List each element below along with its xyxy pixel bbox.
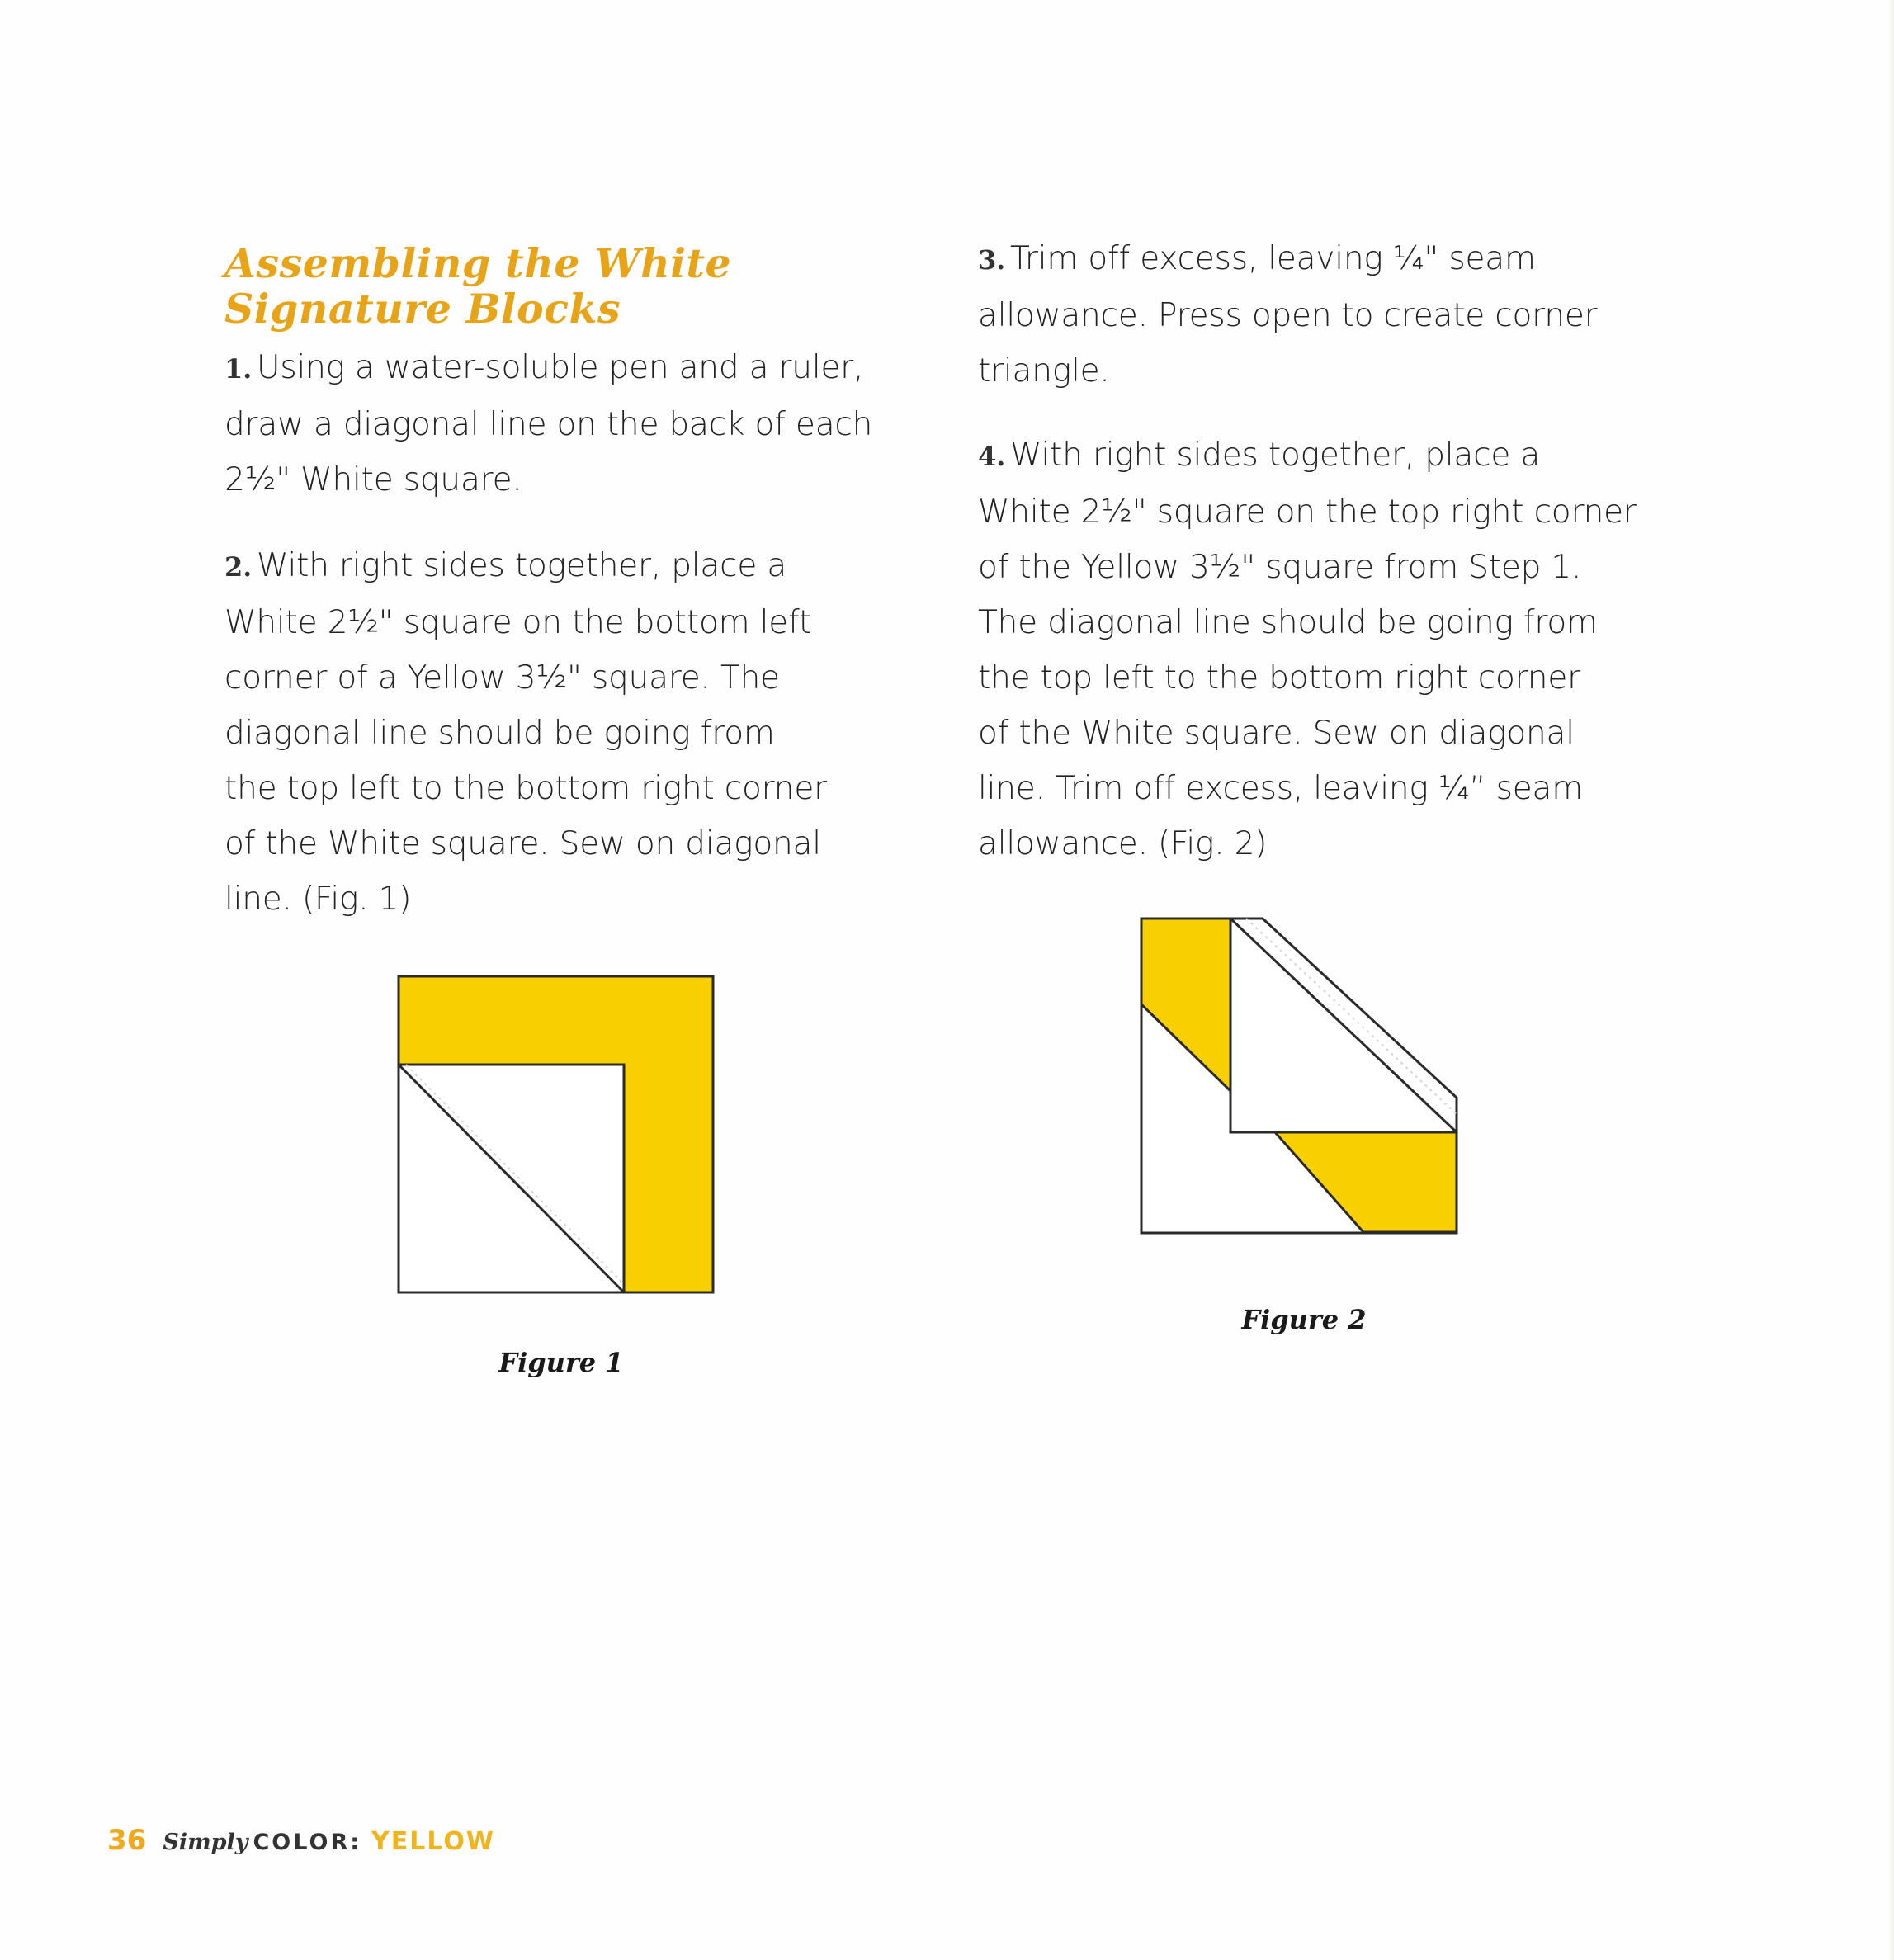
step-text: White 2½" square on the bottom left: [224, 604, 811, 641]
step-text: diagonal line should be going from: [224, 715, 775, 752]
figure-2-diagram: [1139, 916, 1469, 1246]
page-edge: [1889, 0, 1894, 1960]
step-text: Trim off excess, leaving ¼" seam: [1010, 240, 1536, 277]
step-number: 2.: [224, 551, 253, 583]
step-text: Using a water-soluble pen and a ruler,: [257, 349, 864, 386]
step-text: triangle.: [978, 352, 1110, 390]
step-text: line. Trim off excess, leaving ¼” seam: [978, 770, 1583, 807]
page-footer: [107, 1824, 495, 1857]
step-number: 3.: [978, 244, 1006, 276]
heading-line-2: Signature Blocks: [224, 285, 621, 333]
step-number: 1.: [224, 353, 253, 385]
step-4: [978, 427, 1637, 871]
step-text: The diagonal line should be going from: [978, 604, 1598, 641]
step-text: With right sides together, place a: [257, 547, 787, 584]
step-text: 2½" White square.: [224, 461, 522, 498]
step-text: allowance. (Fig. 2): [978, 825, 1268, 862]
section-heading: [224, 241, 819, 332]
book-color: YELLOW: [371, 1827, 496, 1856]
book-series: COLOR:: [253, 1830, 362, 1855]
step-number: 4.: [978, 441, 1006, 472]
step-text: of the White square. Sew on diagonal: [978, 715, 1575, 752]
step-text: White 2½" square on the top right corner: [978, 494, 1637, 531]
step-text: With right sides together, place a: [1010, 437, 1541, 474]
step-2: [224, 538, 827, 927]
step-text: line. (Fig. 1): [224, 881, 412, 918]
step-1: [224, 340, 872, 508]
step-text: of the White square. Sew on diagonal: [224, 825, 821, 862]
page-number: 36: [107, 1824, 147, 1857]
figure-2-caption: Figure 2: [1241, 1304, 1367, 1335]
figure-1-caption: Figure 1: [498, 1347, 624, 1378]
figure-1-diagram: [396, 974, 726, 1304]
heading-line-1: Assembling the White: [224, 239, 732, 287]
step-3: [978, 231, 1597, 399]
step-text: the top left to the bottom right corner: [224, 770, 827, 807]
step-text: draw a diagonal line on the back of each: [224, 406, 873, 443]
step-text: the top left to the bottom right corner: [978, 659, 1580, 697]
step-text: corner of a Yellow 3½" square. The: [224, 659, 780, 697]
book-brand: Simply: [163, 1830, 248, 1855]
step-text: of the Yellow 3½" square from Step 1.: [978, 549, 1582, 586]
step-text: allowance. Press open to create corner: [978, 297, 1598, 334]
